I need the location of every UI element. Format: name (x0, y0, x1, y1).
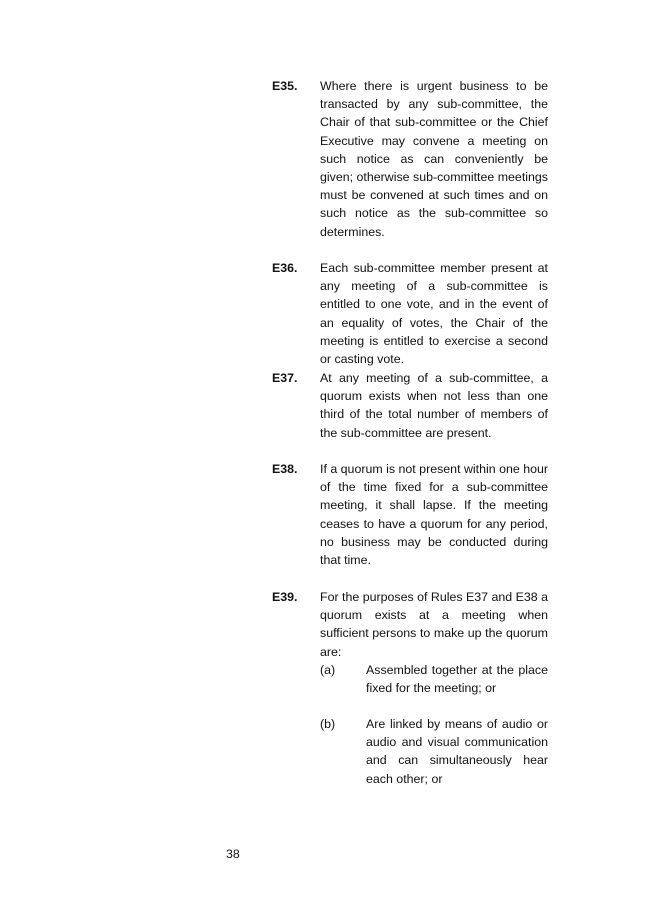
rule-number: E36. (272, 261, 298, 275)
rule-number: E35. (272, 79, 298, 93)
subitem-text: Assembled together at the place fixed for the meeting; or (366, 663, 548, 696)
subitem-text: Are linked by means of audio or audio and visual communication and can simultaneously hear each other; or (366, 717, 548, 786)
rule-text: For the purposes of Rules E37 and E38 a quorum exists at a meeting when sufficient persons to make up the quorum are: (320, 590, 548, 659)
rule-e35 (272, 77, 548, 241)
rule-number: E38. (272, 462, 298, 476)
rule-text: At any meeting of a sub-committee, a quorum exists when not less than one third of the total number of members of the sub-committee are present. (320, 371, 548, 440)
subitem-b (320, 715, 548, 788)
subitem-a (320, 661, 548, 697)
rule-number: E37. (272, 371, 298, 385)
rule-e37 (272, 369, 548, 442)
rule-e36 (272, 259, 548, 368)
page-number: 38 (226, 847, 240, 861)
subitem-label: (a) (320, 663, 336, 677)
rule-number: E39. (272, 590, 298, 604)
rule-e38 (272, 460, 548, 569)
subitem-label: (b) (320, 717, 336, 731)
rule-text: If a quorum is not present within one hour of the time fixed for a sub-committee meeting, it shall lapse. If the meeting ceases to have a quorum for any period, no business may be conducted during that time. (320, 462, 548, 568)
rule-e39 (272, 588, 548, 661)
rule-text: Each sub-committee member present at any meeting of a sub-committee is entitled to one vote, and in the event of an equality of votes, the Chair of the meeting is entitled to exercise a second or casting vote. (320, 261, 548, 367)
rule-text: Where there is urgent business to be transacted by any sub-committee, the Chair of that sub-committee or the Chief Executive may convene a meeting on such notice as can conveniently be given; otherwise sub-committee meetings must be convened at such times and on such notice as the sub-committee so determines. (320, 79, 548, 239)
